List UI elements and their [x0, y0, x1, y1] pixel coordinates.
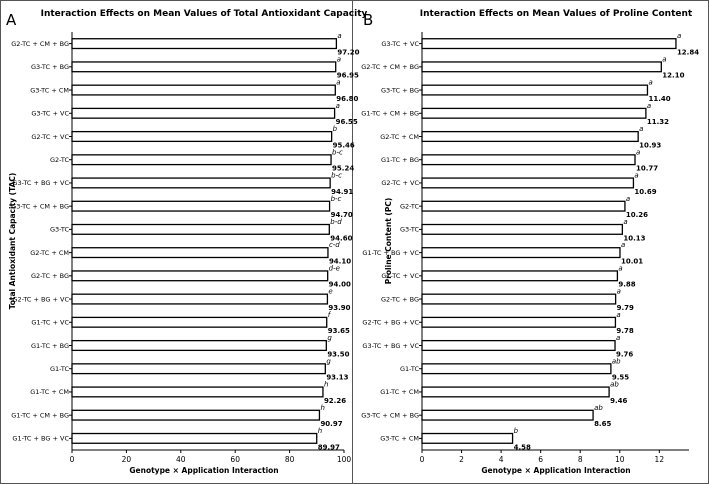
panel-b-significance-letter: a — [636, 148, 641, 157]
panel-b-bar — [422, 155, 635, 165]
panel-b-value-label: 12.10 — [662, 71, 685, 80]
panel-b-value-label: 11.32 — [646, 118, 670, 127]
panel-b-value-label: 10.26 — [625, 211, 649, 220]
panel-b-value-label: 9.78 — [616, 327, 634, 336]
panel-a-bar — [72, 225, 329, 235]
panel-b-x-tick-label: 4 — [498, 455, 504, 464]
panel-b-category-label: G2-TC — [399, 202, 419, 211]
panel-b-bar — [422, 62, 661, 72]
panel-a-category-label: G3-TC — [49, 225, 69, 234]
panel-b-significance-letter: ab — [594, 403, 603, 412]
panel-b — [361, 9, 699, 475]
panel-a-x-tick-label: 20 — [121, 455, 132, 464]
panel-a-significance-letter: a — [337, 32, 342, 41]
panel-b-significance-letter: a — [662, 55, 667, 64]
panel-b-category-label: G3-TC + VC — [381, 39, 419, 48]
panel-a-category-label: G1-TC + CM + BG — [11, 411, 69, 420]
panel-b-value-label: 12.84 — [676, 48, 700, 57]
panel-a-significance-letter: g — [327, 334, 332, 343]
panel-a-bar — [72, 39, 336, 49]
panel-a-bar — [72, 62, 336, 72]
panel-b-significance-letter: a — [616, 334, 621, 343]
panel-b-value-label: 9.79 — [616, 303, 634, 312]
panel-a-bar — [72, 178, 330, 188]
panel-a-significance-letter: f — [327, 310, 331, 319]
panel-a-value-label: 96.80 — [336, 94, 359, 103]
panel-b-significance-letter: a — [616, 310, 621, 319]
panel-b-significance-letter: a — [620, 241, 626, 250]
panel-a-category-label: G1-TC + CM — [30, 388, 69, 397]
panel-b-significance-letter: ab — [610, 380, 619, 389]
panel-b-significance-letter: a — [639, 125, 644, 134]
panel-a-category-label: G1-TC + BG — [30, 341, 69, 350]
panel-b-significance-letter: a — [646, 101, 652, 110]
panel-b-bar — [422, 178, 633, 188]
panel-a-category-label: G1-TC + VC — [31, 318, 69, 327]
panel-b-bar — [422, 410, 593, 420]
panel-b-value-label: 10.69 — [634, 187, 657, 196]
panel-b-significance-letter: a — [625, 194, 631, 203]
panel-a-bar — [72, 364, 325, 374]
panel-a-bar — [72, 155, 331, 165]
panel-a-category-label: G2-TC + VC — [31, 132, 69, 141]
panel-a-category-label: G2-TC — [49, 156, 69, 165]
panel-b-category-label: G3-TC + BG — [380, 86, 419, 95]
panel-a-bar — [72, 294, 327, 304]
panel-a-significance-letter: a — [336, 55, 342, 64]
panel-b-value-label: 4.58 — [513, 443, 531, 452]
panel-a-value-label: 95.24 — [332, 164, 355, 173]
panel-a-significance-letter: h — [317, 427, 323, 436]
panel-a-value-label: 90.97 — [320, 420, 343, 429]
panel-a-bar — [72, 248, 328, 258]
panel-b-significance-letter: a — [618, 264, 623, 273]
panel-b-x-tick-label: 6 — [538, 455, 544, 464]
panel-a-bar — [72, 201, 330, 211]
panel-b-title: Interaction Effects on Mean Values of Proline Content — [419, 9, 693, 19]
panel-a-value-label: 94.91 — [331, 187, 354, 196]
panel-b-category-label: G2-TC + BG — [380, 295, 419, 304]
panel-b-bar — [422, 341, 615, 351]
panel-b-x-tick-label: 2 — [459, 455, 464, 464]
panel-a-significance-letter: h — [320, 403, 325, 412]
panel-b-significance-letter: b — [513, 427, 519, 436]
panel-a-value-label: 92.26 — [323, 396, 347, 405]
panel-a-category-label: G1-TC + BG + VC — [12, 434, 69, 443]
panel-b-category-label: G2-TC + CM + BG — [361, 63, 419, 72]
panel-a-value-label: 93.90 — [328, 303, 351, 312]
panel-b-category-label: G3-TC + BG + VC — [362, 341, 419, 350]
panel-b-bar — [422, 434, 513, 444]
panel-a-category-label: G2-TC + BG — [30, 272, 69, 281]
panel-b-category-label: G1-TC + BG — [380, 156, 419, 165]
panel-b-category-label: G1-TC + VC — [381, 272, 419, 281]
panel-a-x-tick-label: 80 — [284, 455, 295, 464]
panel-b-category-label: G2-TC + VC — [381, 179, 419, 188]
panel-b-plot-area — [361, 32, 699, 464]
panel-a-letter: A — [6, 11, 17, 29]
panel-a-category-label: G2-TC + BG + VC — [12, 295, 69, 304]
panel-b-x-tick-label: 8 — [577, 455, 583, 464]
panel-a-significance-letter: e — [328, 287, 333, 296]
panel-a-bar — [72, 271, 328, 281]
panel-b-bar — [422, 108, 646, 118]
panel-b-significance-letter: a — [634, 171, 639, 180]
panel-b-value-label: 9.88 — [618, 280, 636, 289]
panel-b-value-label: 10.01 — [620, 257, 644, 266]
panel-a-value-label: 94.10 — [328, 257, 352, 266]
panel-a-significance-letter: d-e — [328, 264, 340, 273]
panel-b-category-label: G3-TC + CM — [380, 434, 419, 443]
panel-a-value-label: 93.13 — [326, 373, 349, 382]
panel-a-value-label: 96.95 — [336, 71, 359, 80]
panel-b-category-label: G1-TC + CM + BG — [361, 109, 419, 118]
panel-a-significance-letter: a — [335, 101, 340, 110]
panel-b-value-label: 10.13 — [623, 234, 646, 243]
panel-a-value-label: 94.60 — [330, 234, 353, 243]
panel-a-significance-letter: b-c — [331, 171, 342, 180]
panel-a-significance-letter: b-c — [332, 148, 343, 157]
panel-a-value-label: 94.70 — [330, 211, 353, 220]
panel-a — [6, 9, 368, 475]
panel-b-bar — [422, 201, 625, 211]
panel-a-value-label: 94.00 — [328, 280, 351, 289]
panel-a-value-label: 89.97 — [317, 443, 340, 452]
panel-b-x-tick-label: 10 — [615, 455, 625, 464]
panel-b-significance-letter: a — [648, 78, 653, 87]
panel-a-bar — [72, 108, 335, 118]
panel-b-value-label: 10.93 — [639, 141, 662, 150]
panel-a-significance-letter: h — [323, 380, 329, 389]
panel-a-significance-letter: b-c — [330, 194, 342, 203]
panel-a-category-label: G3-TC + BG + VC — [12, 179, 69, 188]
panel-b-bar — [422, 294, 616, 304]
panel-a-value-label: 93.50 — [327, 350, 350, 359]
panel-b-significance-letter: a — [623, 218, 628, 227]
panel-b-bar — [422, 248, 620, 258]
panel-b-value-label: 11.40 — [648, 94, 671, 103]
panel-a-bar — [72, 434, 317, 444]
panel-b-bar — [422, 39, 676, 49]
panel-a-x-tick-label: 60 — [230, 455, 240, 464]
panel-a-value-label: 97.20 — [337, 48, 360, 57]
panel-b-significance-letter: a — [616, 287, 621, 296]
panel-b-bar — [422, 132, 638, 142]
panel-b-bar — [422, 387, 609, 397]
panel-b-value-label: 8.65 — [594, 420, 612, 429]
panel-a-category-label: G1-TC — [49, 365, 69, 374]
panel-a-category-label: G3-TC + BG — [30, 63, 69, 72]
panel-b-letter: B — [363, 11, 374, 29]
panel-a-significance-letter: c-d — [328, 241, 340, 250]
panel-b-category-label: G2-TC + CM — [380, 132, 419, 141]
panel-b-bar — [422, 85, 647, 95]
panel-a-y-axis-label: Total Antioxidant Capacity (TAC) — [8, 172, 17, 310]
panel-a-x-tick-label: 40 — [176, 455, 186, 464]
panel-b-category-label: G3-TC — [399, 225, 419, 234]
panel-a-title: Interaction Effects on Mean Values of Total Antioxidant Capacity — [40, 9, 368, 19]
panel-a-category-label: G2-TC + CM — [30, 248, 69, 257]
panel-a-bar — [72, 132, 332, 142]
panel-b-bar — [422, 317, 615, 327]
panel-b-category-label: G3-TC + CM + BG — [361, 411, 419, 420]
panel-b-x-tick-label: 0 — [419, 455, 425, 464]
panel-a-bar — [72, 410, 319, 420]
panel-a-value-label: 93.65 — [327, 327, 350, 336]
panel-b-value-label: 9.55 — [611, 373, 630, 382]
panel-b-x-tick-label: 12 — [654, 455, 665, 464]
panel-a-category-label: G3-TC + VC — [31, 109, 69, 118]
panel-b-value-label: 9.76 — [616, 350, 634, 359]
panel-a-value-label: 96.55 — [335, 118, 358, 127]
panel-a-significance-letter: b-d — [330, 218, 342, 227]
panel-b-x-axis-label: Genotype × Application Interaction — [481, 466, 631, 475]
panel-b-bar — [422, 225, 622, 235]
panel-a-category-label: G2-TC + CM + BG — [11, 39, 69, 48]
panel-b-bar — [422, 364, 611, 374]
panel-a-significance-letter: g — [326, 357, 331, 366]
panel-a-category-label: G3-TC + CM + BG — [11, 202, 69, 211]
panel-a-bar — [72, 317, 327, 327]
panel-a-category-label: G3-TC + CM — [30, 86, 69, 95]
panel-a-x-tick-label: 100 — [336, 455, 352, 464]
panel-b-value-label: 9.46 — [610, 396, 628, 405]
panel-a-significance-letter: b — [332, 125, 338, 134]
panel-a-x-axis-label: Genotype × Application Interaction — [129, 466, 279, 475]
panel-b-category-label: G1-TC + BG + VC — [362, 248, 419, 257]
panel-b-category-label: G1-TC — [399, 365, 419, 374]
panel-b-significance-letter: a — [676, 32, 682, 41]
panel-a-bar — [72, 85, 335, 95]
panel-b-value-label: 10.77 — [636, 164, 659, 173]
panel-a-bar — [72, 387, 323, 397]
panel-b-y-axis-label: Proline Content (PC) — [384, 197, 393, 285]
panel-a-x-tick-label: 0 — [69, 455, 75, 464]
panel-a-value-label: 95.46 — [332, 141, 355, 150]
panel-a-bar — [72, 341, 326, 351]
panel-b-category-label: G1-TC + CM — [380, 388, 419, 397]
panel-b-category-label: G2-TC + BG + VC — [362, 318, 419, 327]
panel-b-significance-letter: ab — [611, 357, 621, 366]
panel-b-bar — [422, 271, 617, 281]
panel-a-significance-letter: a — [336, 78, 341, 87]
panel-a-plot-area — [11, 32, 359, 464]
